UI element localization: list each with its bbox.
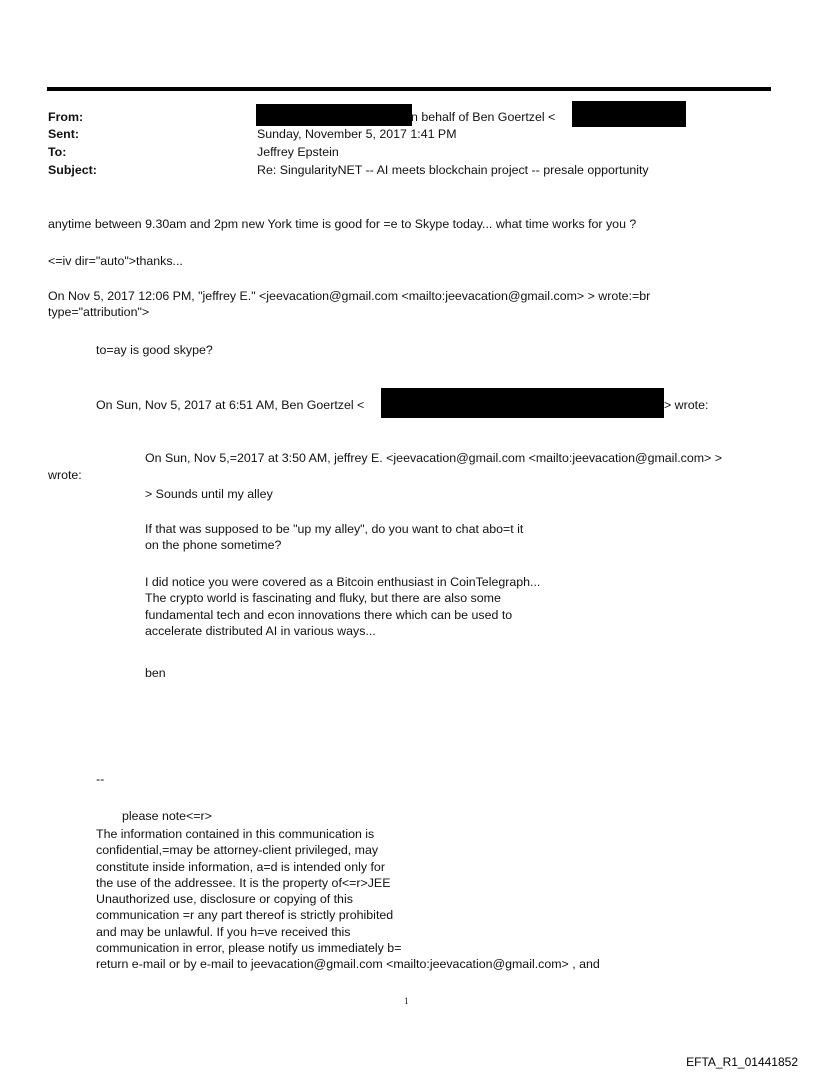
body-line-3a: On Nov 5, 2017 12:06 PM, "jeffrey E." <jeevacation@gmail.com <mailto:jeevacation@gmail.com> > wrote:=br — [48, 289, 651, 303]
from-label: From: — [48, 110, 84, 124]
subject-label: Subject: — [48, 163, 97, 177]
signature-line-2: The information contained in this communication is — [96, 827, 375, 841]
quote-line-1: to=ay is good skype? — [96, 343, 213, 357]
signature-line-4: constitute inside information, a=d is intended only for — [96, 859, 385, 874]
from-value: n behalf of Ben Goertzel < — [411, 110, 556, 124]
quote-line-3a: On Sun, Nov 5,=2017 at 3:50 AM, jeffrey E. <jeevacation@gmail.com <mailto:jeevacation@gmail.com> > — [145, 451, 722, 465]
redaction-from-email — [572, 101, 686, 127]
redaction-from-name — [256, 104, 412, 126]
quote-line-6d: accelerate distributed AI in various ways... — [145, 623, 376, 638]
signature-line-5: the use of the addressee. It is the property of<=r>JEE — [96, 875, 391, 890]
sent-label: Sent: — [48, 127, 79, 141]
subject-value: Re: SingularityNET -- AI meets blockchain project -- presale opportunity — [257, 163, 649, 177]
page-number: 1 — [404, 996, 409, 1006]
quote-line-2-after: > wrote: — [664, 398, 709, 412]
document-id: EFTA_R1_01441852 — [686, 1055, 798, 1069]
signature-disclaimer — [96, 826, 600, 973]
signature-line-10: return e-mail or by e-mail to jeevacation@gmail.com <mailto:jeevacation@gmail.com> , and — [96, 957, 600, 972]
quote-line-6a: I did notice you were covered as a Bitcoin enthusiast in CoinTelegraph... — [145, 575, 541, 589]
quote-paragraph-1 — [145, 521, 523, 554]
quote-line-5b: on the phone sometime? — [145, 538, 282, 553]
quote-line-5a: If that was supposed to be "up my alley", do you want to chat abo=t it — [145, 522, 524, 536]
signature-line-9: communication in error, please notify us immediately b= — [96, 941, 402, 956]
quote-line-6b: The crypto world is fascinating and fluky, but there are also some — [145, 591, 501, 606]
body-line-2: <=iv dir="auto">thanks... — [48, 254, 183, 268]
redaction-goertzel-email — [381, 388, 664, 418]
header-rule — [47, 87, 771, 91]
quote-line-4: > Sounds until my alley — [145, 487, 273, 501]
sent-value: Sunday, November 5, 2017 1:41 PM — [257, 127, 457, 141]
quote-line-2-before: On Sun, Nov 5, 2017 at 6:51 AM, Ben Goertzel < — [96, 398, 365, 412]
signature-line-8: and may be unlawful. If you h=ve received this — [96, 924, 351, 939]
quote-line-6c: fundamental tech and econ innovations there which can be used to — [145, 607, 513, 622]
signature-line-6: Unauthorized use, disclosure or copying of this — [96, 892, 353, 907]
signature-line-3: confidential,=may be attorney-client privileged, may — [96, 843, 379, 858]
signature-line-1: please note<=r> — [122, 809, 212, 823]
body-line-3b: type="attribution"> — [48, 305, 150, 319]
quote-line-3b: wrote: — [48, 468, 82, 482]
quote-paragraph-2 — [145, 574, 540, 639]
to-label: To: — [48, 145, 67, 159]
quote-signoff: ben — [145, 666, 166, 680]
to-value: Jeffrey Epstein — [257, 145, 339, 159]
signature-line-7: communication =r any part thereof is strictly prohibited — [96, 908, 394, 923]
signature-dash: -- — [96, 772, 105, 786]
body-line-1: anytime between 9.30am and 2pm new York time is good for =e to Skype today... what time works for you ? — [48, 217, 637, 231]
